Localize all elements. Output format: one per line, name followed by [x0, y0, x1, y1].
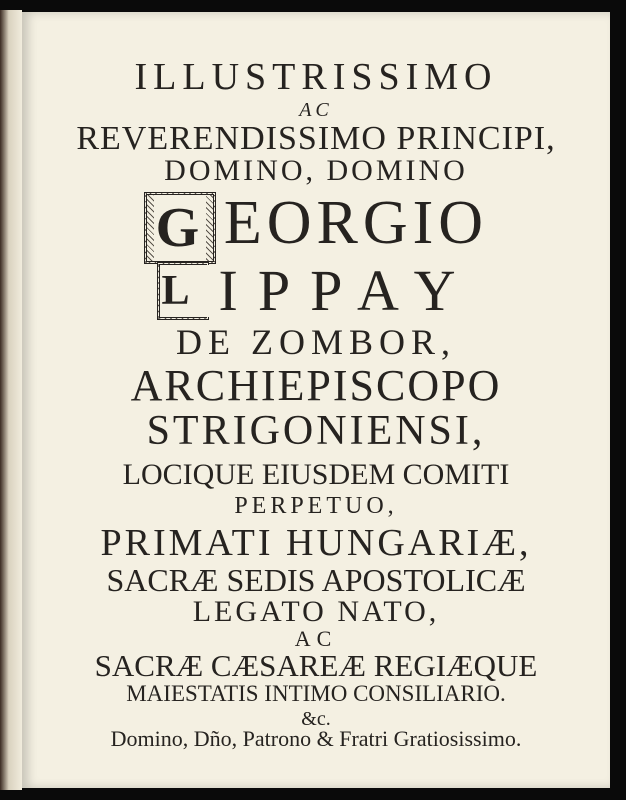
title-line-maiestatis: MAIESTATIS INTIMO CONSILIARIO. — [126, 681, 506, 706]
title-line-sacrae-caesareae: SACRÆ CÆSAREÆ REGIÆQUE — [94, 648, 538, 683]
title-line-domino-patrono: Domino, Dño, Patrono & Fratri Gratiosissimo. — [110, 726, 522, 751]
title-line-legato: LEGATO NATO, — [192, 595, 440, 628]
name-lippay: IPPAY — [218, 258, 476, 323]
title-line-sacrae-sedis: SACRÆ SEDIS APOSTOLICÆ — [106, 562, 526, 598]
title-line-perpetuo: PERPETUO, — [234, 493, 398, 519]
title-line-locique: LOCIQUE EIUSDEM COMITI — [122, 458, 510, 491]
title-line-de-zombor: DE ZOMBOR, — [175, 322, 456, 362]
title-line-strigoniensi: STRIGONIENSI, — [146, 408, 486, 454]
name-georgio: EORGIO — [223, 189, 489, 257]
dedication-line-domino: DOMINO, DOMINO — [164, 154, 468, 187]
dedication-line-reverendissimo: REVERENDISSIMO PRINCIPI, — [76, 120, 556, 157]
title-line-primati: PRIMATI HUNGARIÆ, — [100, 522, 532, 564]
name-line-lippay — [22, 258, 610, 323]
title-line-ac: AC — [294, 626, 338, 651]
title-line-archiepiscopo: ARCHIEPISCOPO — [130, 361, 502, 410]
title-page — [22, 12, 610, 788]
title-line-etc: &c. — [301, 708, 331, 730]
left-page-edge — [0, 10, 22, 790]
dedication-line-illustrissimo: ILLUSTRISSIMO — [134, 56, 498, 98]
decorated-initial-g: G — [144, 192, 216, 264]
decorated-initial-l: L — [157, 262, 209, 320]
name-line-georgio — [22, 189, 610, 264]
dedication-line-ac: AC — [299, 99, 333, 121]
